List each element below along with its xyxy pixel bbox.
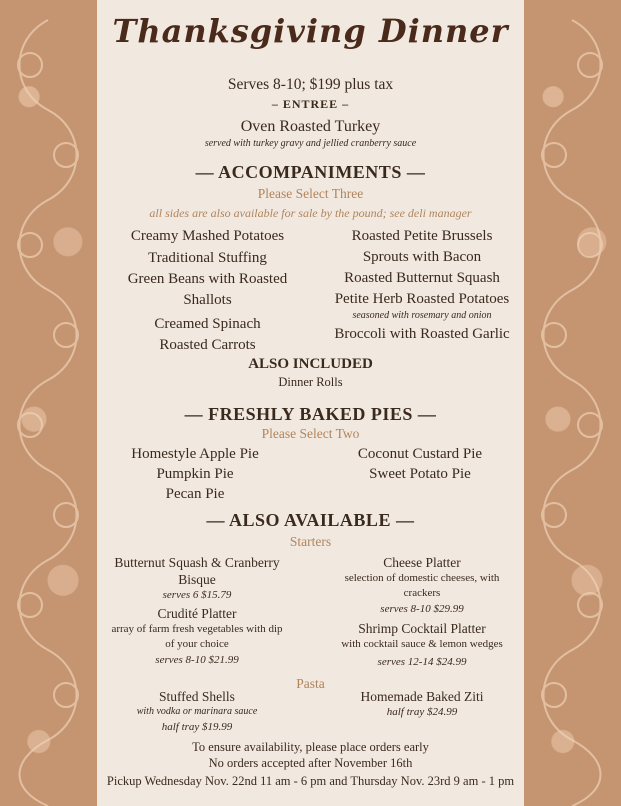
pie-item: Sweet Potato Pie [369,466,471,482]
side-item: Traditional Stuffing [148,250,267,266]
also-included-item: Dinner Rolls [278,375,343,389]
shells-name: Stuffed Shells [159,689,235,704]
pasta-right-column [322,688,522,719]
entree-heading: – ENTREE – [271,97,350,111]
shells-desc: with vodka or marinara sauce [136,706,258,717]
bisque-price: serves 6 $15.79 [162,589,232,601]
cheese-desc: selection of domestic cheeses, with [344,572,500,584]
serves-price: Serves 8-10; $199 plus tax [227,76,394,93]
ziti-name: Homemade Baked Ziti [360,689,484,704]
starters-label: Starters [289,534,332,549]
cheese-name: Cheese Platter [383,555,461,570]
side-item: Creamy Mashed Potatoes [130,228,285,244]
footer-line: To ensure availability, please place orders early [192,740,429,754]
crudite-price: serves 8-10 $21.99 [155,654,239,666]
side-item: Green Beans with Roasted [127,271,288,287]
sides-left-column [100,226,315,356]
crudite-name: Crudité Platter [157,606,237,621]
side-item: Creamed Spinach [154,316,261,332]
footer-line: Pickup Wednesday Nov. 22nd 11 am - 6 pm and Thursday Nov. 23rd 9 am - 1 pm [106,774,515,788]
menu-title: Thanksgiving Dinner [112,12,509,50]
shrimp-desc: with cocktail sauce & lemon wedges [341,638,503,650]
bisque-name: Butternut Squash & Cranberry [114,555,280,570]
shrimp-price: serves 12-14 $24.99 [377,656,467,668]
cheese-price: serves 8-10 $29.99 [380,603,464,615]
ziti-price: half tray $24.99 [386,706,458,718]
cheese-desc-cont: crackers [403,587,441,599]
pie-item: Pumpkin Pie [156,466,234,482]
accompaniments-heading: — ACCOMPANIMENTS — [195,162,426,182]
side-item-note: seasoned with rosemary and onion [352,310,492,321]
accompaniments-select: Please Select Three [257,186,364,201]
pies-select: Please Select Two [261,426,360,441]
also-available-heading: — ALSO AVAILABLE — [206,510,415,530]
footer-line: No orders accepted after November 16th [208,756,413,770]
pasta-left-column [97,688,297,735]
pies-heading: — FRESHLY BAKED PIES — [184,404,437,424]
bisque-name-cont: Bisque [178,572,216,587]
side-item: Shallots [183,292,232,308]
pie-item: Pecan Pie [165,486,225,502]
crudite-desc: array of farm fresh vegetables with dip [111,623,283,635]
pie-item: Homestyle Apple Pie [131,446,259,462]
shrimp-name: Shrimp Cocktail Platter [358,621,486,636]
also-included-heading: ALSO INCLUDED [248,356,373,372]
starters-left-column [97,554,297,668]
starters-right-column [322,554,522,671]
crudite-desc-cont: of your choice [165,638,229,650]
sides-right-column [318,226,526,345]
side-item: Sprouts with Bacon [362,249,482,265]
side-item: Roasted Butternut Squash [344,270,500,286]
order-footer [0,739,621,789]
side-item: Roasted Petite Brussels [351,228,493,244]
side-item: Broccoli with Roasted Garlic [334,326,510,342]
side-item: Roasted Carrots [159,337,256,353]
side-item: Petite Herb Roasted Potatoes [334,291,510,307]
entree-note: served with turkey gravy and jellied cranberry sauce [204,138,417,149]
entree-item: Oven Roasted Turkey [240,118,381,135]
accompaniments-note: all sides are also available for sale by the pound; see deli manager [149,206,472,220]
pies-left-column [110,444,280,504]
pies-right-column [330,444,510,484]
pasta-label: Pasta [296,676,325,691]
shells-price: half tray $19.99 [161,721,233,733]
pie-item: Coconut Custard Pie [357,446,483,462]
